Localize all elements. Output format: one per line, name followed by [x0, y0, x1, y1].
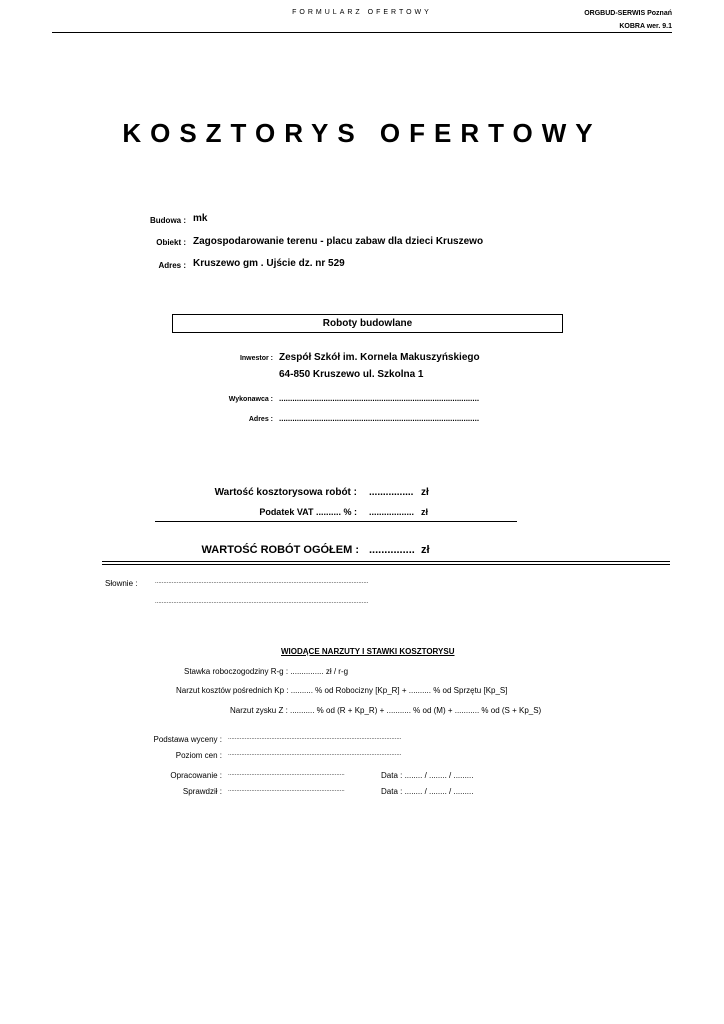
poziom-label: Poziom cen : — [175, 751, 222, 760]
opracowanie-value: ...................................................................... — [228, 771, 345, 777]
opracowanie-label: Opracowanie : — [170, 771, 222, 780]
wykonawca-value: .......................................................................................... — [279, 394, 480, 403]
adres-value: Kruszewo gm . Ujście dz. nr 529 — [193, 258, 345, 269]
narzuty-heading: WIODĄCE NARZUTY I STAWKI KOSZTORYSU — [281, 647, 455, 656]
vat-unit: zł — [421, 507, 429, 517]
obiekt-label: Obiekt : — [156, 238, 186, 247]
slownie-label: Słownie : — [105, 579, 138, 588]
slownie-line2: ................................................................................................................................ — [155, 599, 369, 605]
inwestor-line2: 64-850 Kruszewo ul. Szkolna 1 — [279, 369, 424, 380]
ogolem-unit: zł — [421, 544, 430, 556]
sprawdzil-label: Sprawdził : — [182, 787, 222, 796]
podstawa-label: Podstawa wyceny : — [153, 735, 222, 744]
narzut-zysku: Narzut zysku Z : ........... % od (R + Kp_R) + ........... % od (M) + ........... % od (S + Kp_S) — [230, 706, 542, 715]
inwestor-line1: Zespół Szkół im. Kornela Makuszyńskiego — [279, 352, 480, 363]
inwestor-label: Inwestor : — [239, 355, 273, 362]
podstawa-value: ........................................................................................................ — [228, 735, 402, 741]
totals-divider — [155, 521, 517, 522]
company-name: ORGBUD-SERWIS Poznań — [584, 10, 672, 17]
vat-label: Podatek VAT .......... % : — [259, 507, 357, 517]
opracowanie-data: Data : ........ / ........ / ......... — [381, 771, 474, 780]
sprawdzil-value: ...................................................................... — [228, 787, 345, 793]
wykonawca-adres-value: .......................................................................................... — [279, 414, 480, 423]
wykonawca-label: Wykonawca : — [228, 396, 273, 403]
sprawdzil-data: Data : ........ / ........ / ......... — [381, 787, 474, 796]
budowa-label: Budowa : — [150, 216, 186, 225]
slownie-line1: ................................................................................................................................ — [155, 579, 369, 585]
adres-label: Adres : — [158, 261, 186, 270]
vat-value: .................. — [369, 507, 415, 517]
wykonawca-adres-label: Adres : — [248, 416, 273, 423]
section-box: Roboty budowlane — [172, 314, 563, 333]
software-version: KOBRA wer. 9.1 — [619, 23, 672, 30]
header-divider — [52, 32, 672, 33]
double-line-bottom — [102, 564, 670, 565]
stawka-roboczogodziny: Stawka roboczogodziny R-g : ............... zł / r-g — [184, 667, 349, 676]
poziom-value: ........................................................................................................ — [228, 751, 402, 757]
document-title: KOSZTORYS OFERTOWY — [122, 118, 602, 148]
wartosc-label: Wartość kosztorysowa robót : — [214, 487, 357, 498]
wartosc-unit: zł — [421, 487, 429, 498]
ogolem-label: WARTOŚĆ ROBÓT OGÓŁEM : — [201, 544, 359, 556]
narzut-kp: Narzut kosztów pośrednich Kp : .......... % od Robocizny [Kp_R] + .......... % od Sprzętu [Kp_S] — [176, 686, 508, 695]
header-company-block — [584, 7, 672, 33]
ogolem-value: ............... — [369, 544, 415, 556]
obiekt-value: Zagospodarowanie terenu - placu zabaw dla dzieci Kruszewo — [193, 236, 484, 247]
budowa-value: mk — [193, 213, 208, 224]
form-title: FORMULARZ OFERTOWY — [292, 9, 432, 16]
wartosc-value: ................ — [369, 487, 414, 498]
double-line-top — [102, 561, 670, 562]
